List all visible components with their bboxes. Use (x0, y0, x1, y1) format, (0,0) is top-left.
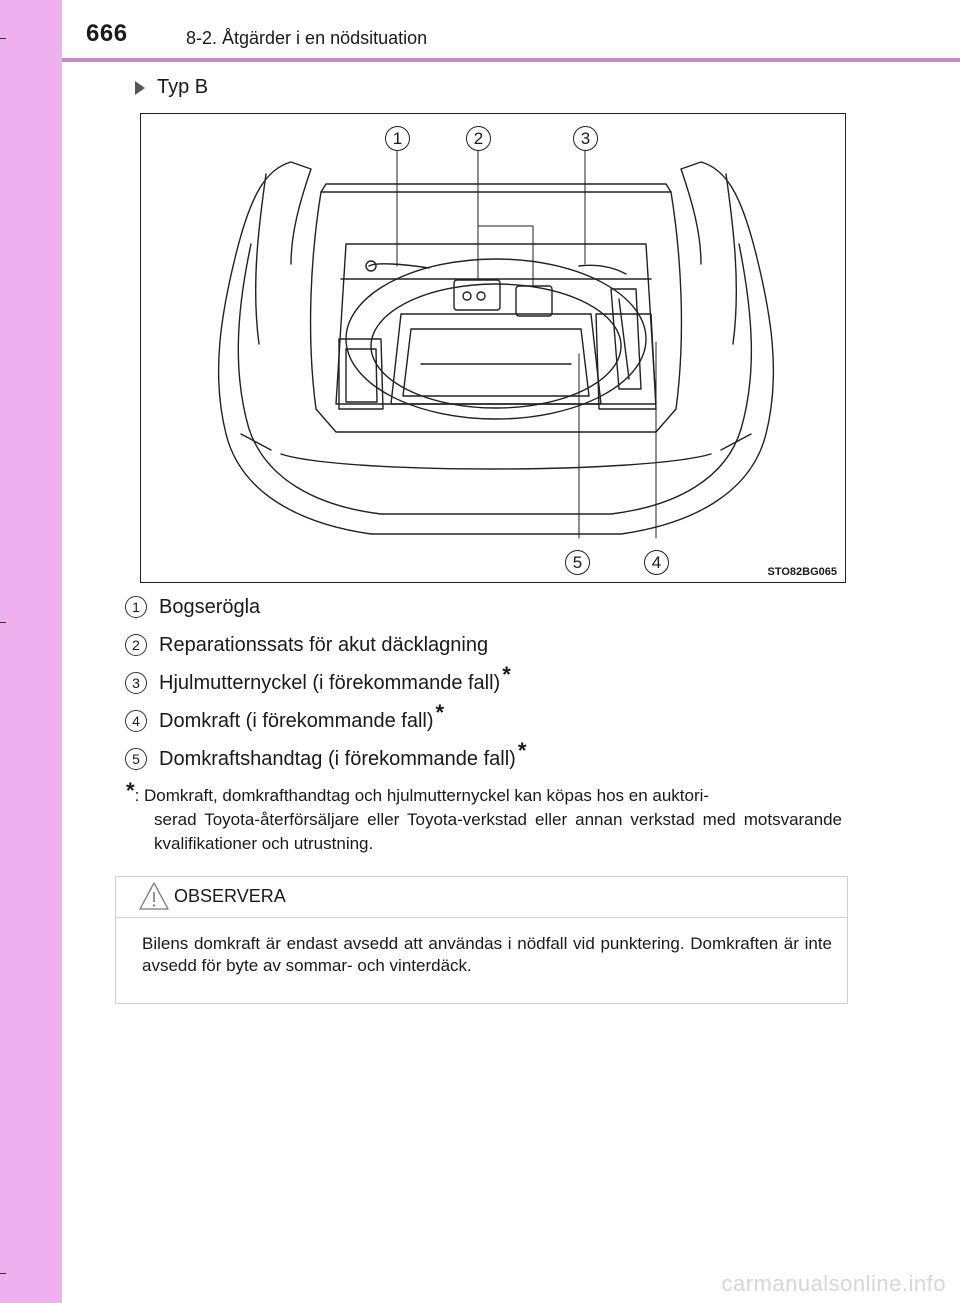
figure-code: STO82BG065 (767, 566, 837, 578)
legend-text: Domkraft (i förekommande fall) (159, 709, 434, 732)
arrow-bullet-icon (135, 81, 145, 95)
notice-title: OBSERVERA (174, 886, 286, 906)
legend-item (125, 700, 445, 735)
legend-number: 5 (125, 748, 147, 770)
legend-text: Hjulmutternyckel (i förekommande fall) (159, 671, 501, 694)
notice-box (115, 876, 848, 1004)
notice-header (116, 877, 847, 918)
legend-number: 1 (125, 596, 147, 618)
callout-4: 4 (644, 550, 669, 575)
subheading-text: Typ B (157, 76, 209, 98)
legend-star: * (502, 662, 511, 687)
footnote-marker: * (126, 778, 135, 803)
footnote (126, 778, 842, 856)
crop-mark (0, 38, 6, 39)
footnote-line-1: : Domkraft, domkrafthandtag och hjulmutternyckel kan köpas hos en auktori- (134, 786, 710, 805)
trunk-illustration (140, 113, 846, 583)
watermark: carmanualsonline.info (721, 1271, 946, 1296)
legend-number: 3 (125, 672, 147, 694)
legend-text: Reparationssats för akut däcklagning (159, 633, 489, 656)
section-title: 8-2. Åtgärder i en nödsituation (186, 28, 428, 48)
legend-item (125, 662, 511, 697)
legend-item (125, 738, 527, 773)
callout-2: 2 (466, 126, 491, 151)
side-color-band (0, 0, 62, 1303)
subheading (135, 76, 208, 99)
crop-mark (0, 622, 6, 623)
callout-1: 1 (385, 126, 410, 151)
callout-3: 3 (573, 126, 598, 151)
callout-5: 5 (565, 550, 590, 575)
page-number: 666 (86, 20, 128, 47)
warning-triangle-icon (138, 881, 170, 911)
legend-item (125, 593, 262, 621)
legend-star: * (517, 738, 527, 763)
crop-mark (0, 1273, 6, 1274)
legend-number: 4 (125, 710, 147, 732)
legend-number: 2 (125, 634, 147, 656)
notice-body: Bilens domkraft är endast avsedd att användas i nödfall vid punktering. Domkraften är inte avsedd för byte av sommar- och vinterdäck. (142, 934, 832, 975)
trunk-drawing (141, 114, 847, 584)
legend-text: Domkraftshandtag (i förekommande fall) (159, 747, 516, 770)
legend-item (125, 631, 490, 659)
header-rule (62, 58, 960, 62)
footnote-continuation: serad Toyota-återförsäljare eller Toyota-verkstad eller annan verkstad med motsvarande kvalifikationer och utrustning. (154, 810, 842, 853)
legend-star: * (435, 700, 445, 725)
legend-text: Bogserögla (159, 595, 261, 618)
